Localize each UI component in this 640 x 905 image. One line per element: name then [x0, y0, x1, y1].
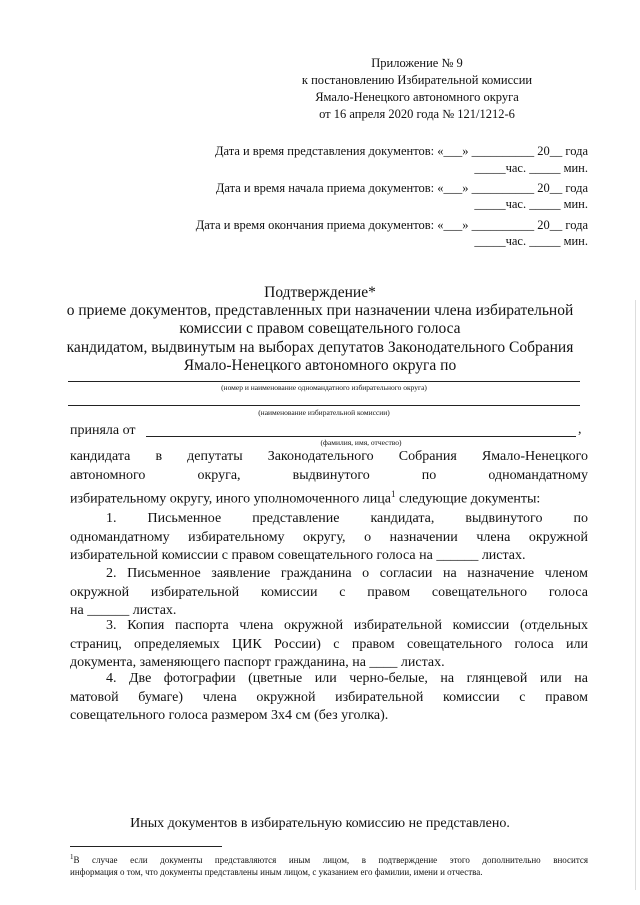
- title-line-5: Ямало-Ненецкого автономного округа по: [183, 357, 457, 374]
- document-item-4: [70, 670, 588, 726]
- intro-line-3: [70, 485, 588, 509]
- intro-line-1: кандидата в депутаты Законодательного Собрания Ямало-Ненецкого: [70, 449, 588, 464]
- footnote-line-1-text: В случае если документы представляются иным лицом, в подтверждение этого дополнительно вносится: [73, 855, 588, 865]
- document-item-2: [70, 565, 588, 621]
- title-line-3: комиссии с правом совещательного голоса: [179, 320, 461, 337]
- appendix-header: [277, 55, 557, 123]
- fio-blank-line: [146, 436, 576, 437]
- appendix-date: от 16 апреля 2020 года № 121/1212-6: [319, 107, 515, 121]
- scan-edge-stripe: [635, 300, 636, 890]
- footnote-marker: 1: [70, 853, 74, 861]
- fio-caption: (фамилия, имя, отчество): [320, 438, 402, 447]
- title-line-2: о приеме документов, представленных при назначении члена избирательной: [66, 302, 574, 319]
- commission-caption: (наименование избирательной комиссии): [258, 408, 390, 417]
- item-2-line-2: окружной избирательной комиссии с правом совещательного голоса: [70, 584, 588, 600]
- appendix-region: Ямало-Ненецкого автономного округа: [315, 90, 519, 104]
- end-time: _____час. _____ мин.: [474, 234, 588, 248]
- district-blank-line: [68, 381, 580, 382]
- item-3-line-2: страниц, определяемых ЦИК России) с правом совещательного голоса или: [70, 636, 588, 652]
- accepted-from-label: приняла от: [70, 423, 136, 438]
- title-line-4: кандидатом, выдвинутым на выборах депутатов Законодательного Собрания: [66, 339, 574, 356]
- intro-paragraph: [70, 448, 588, 509]
- appendix-number: Приложение № 9: [371, 56, 463, 70]
- commission-blank-line: [68, 405, 580, 406]
- item-4-line-2: матовой бумаге) члена окружной избирательной комиссии с правом: [70, 689, 588, 705]
- end-date: Дата и время окончания приема документов: «___» __________ 20__ года: [195, 218, 588, 232]
- item-3-line-3: документа, заменяющего паспорт гражданина, на ____ листах.: [70, 655, 445, 670]
- accepted-comma: ,: [578, 422, 582, 437]
- item-4-line-1: 4. Две фотографии (цветные или черно-белые, на глянцевой или на: [106, 671, 588, 686]
- item-1-line-1: 1. Письменное представление кандидата, выдвинутого по: [106, 511, 588, 526]
- intro-line-2: автономного округа, выдвинутого по одномандатному: [70, 467, 588, 483]
- item-2-line-1: 2. Письменное заявление гражданина о согласии на назначение членом: [106, 566, 588, 581]
- item-2-line-3: на ______ листах.: [70, 603, 177, 618]
- submission-date: Дата и время представления документов: «___» __________ 20__ года: [214, 144, 588, 158]
- intro-line-3-tail: следующие документы:: [395, 491, 541, 507]
- district-caption: (номер и наименование одномандатного избирательного округа): [221, 383, 427, 392]
- footnote: [70, 851, 588, 878]
- intro-line-3-text: избирательному округу, иного уполномоченного лица: [70, 491, 391, 507]
- appendix-resolution: к постановлению Избирательной комиссии: [301, 73, 533, 87]
- start-time: _____час. _____ мин.: [474, 197, 588, 211]
- item-1-line-3: избирательной комиссии с правом совещательного голоса на ______ листах.: [70, 548, 526, 563]
- footnote-ref: 1: [390, 489, 396, 499]
- item-4-line-3: совещательного голоса размером 3х4 см (без уголка).: [70, 708, 389, 723]
- item-3-line-1: 3. Копия паспорта члена окружной избирательной комиссии (отдельных: [106, 618, 588, 633]
- footnote-line-2: информация о том, что документы представлены иным лицом, с указанием его фамилии, имени и отчества.: [70, 867, 483, 877]
- document-item-3: [70, 617, 588, 673]
- submission-time: _____час. _____ мин.: [474, 161, 588, 175]
- no-other-documents: Иных документов в избирательную комиссию не представлено.: [130, 816, 510, 831]
- item-1-line-2: одномандатному избирательному округу, о назначении члена окружной: [70, 529, 588, 545]
- document-title: Подтверждение*: [264, 284, 376, 301]
- footnote-separator: [70, 846, 222, 847]
- start-date: Дата и время начала приема документов: «___» __________ 20__ года: [215, 181, 588, 195]
- document-item-1: [70, 510, 588, 566]
- footnote-line-1: [70, 851, 588, 866]
